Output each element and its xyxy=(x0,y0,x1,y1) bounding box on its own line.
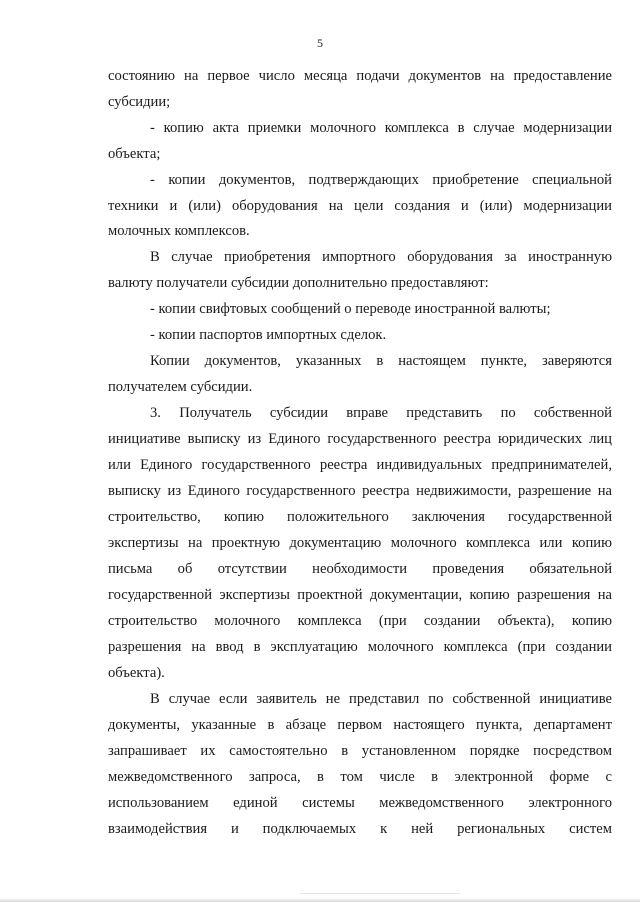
text-line: валюту получатели субсидии дополнительно предоставляют: xyxy=(108,275,489,291)
text-line: Копии документов, указанных в настоящем пункте, заверяются xyxy=(150,353,612,369)
text-line: письма об отсутствии необходимости проведения обязательной xyxy=(108,561,612,577)
text-line: 3. Получатель субсидии вправе представить по собственной xyxy=(150,405,612,421)
text-line: разрешения на ввод в эксплуатацию молочного комплекса (при создании xyxy=(108,639,612,655)
text-line: выписку из Единого государственного реестра недвижимости, разрешение на xyxy=(108,483,612,499)
text-line: документы, указанные в абзаце первом настоящего пункта, департамент xyxy=(108,717,612,733)
page-number: 5 xyxy=(317,36,323,50)
text-line: техники и (или) оборудования на цели создания и (или) модернизации xyxy=(108,198,612,214)
scan-artifact xyxy=(300,893,460,894)
text-line: В случае если заявитель не представил по собственной инициативе xyxy=(150,691,612,707)
text-line: строительство, копию положительного заключения государственной xyxy=(108,509,612,525)
text-line: объекта; xyxy=(108,146,161,162)
text-line: взаимодействия и подключаемых к ней региональных систем xyxy=(108,821,612,837)
text-line: запрашивает их самостоятельно в установленном порядке посредством xyxy=(108,743,612,759)
text-line: В случае приобретения импортного оборудования за иностранную xyxy=(150,249,612,265)
text-line: или Единого государственного реестра индивидуальных предпринимателей, xyxy=(108,457,612,473)
text-line: экспертизы на проектную документацию молочного комплекса или копию xyxy=(108,535,612,551)
text-line: субсидии; xyxy=(108,94,171,110)
text-line: - копии паспортов импортных сделок. xyxy=(150,327,387,343)
text-line: межведомственного запроса, в том числе в электронной форме с xyxy=(108,769,612,785)
text-line: использованием единой системы межведомственного электронного xyxy=(108,795,612,811)
text-line: получателем субсидии. xyxy=(108,379,253,395)
text-line: - копии свифтовых сообщений о переводе иностранной валюты; xyxy=(150,301,551,317)
text-line: - копии документов, подтверждающих приобретение специальной xyxy=(150,172,612,188)
scan-edge-shadow xyxy=(0,898,640,902)
text-line: государственной экспертизы проектной документации, копию разрешения на xyxy=(108,587,612,603)
text-line: объекта). xyxy=(108,665,165,681)
text-line: инициативе выписку из Единого государственного реестра юридических лиц xyxy=(108,431,612,447)
text-line: молочных комплексов. xyxy=(108,223,250,239)
text-line: состоянию на первое число месяца подачи документов на предоставление xyxy=(108,68,612,84)
text-line: строительство молочного комплекса (при создании объекта), копию xyxy=(108,613,612,629)
text-line: - копию акта приемки молочного комплекса в случае модернизации xyxy=(150,120,612,136)
